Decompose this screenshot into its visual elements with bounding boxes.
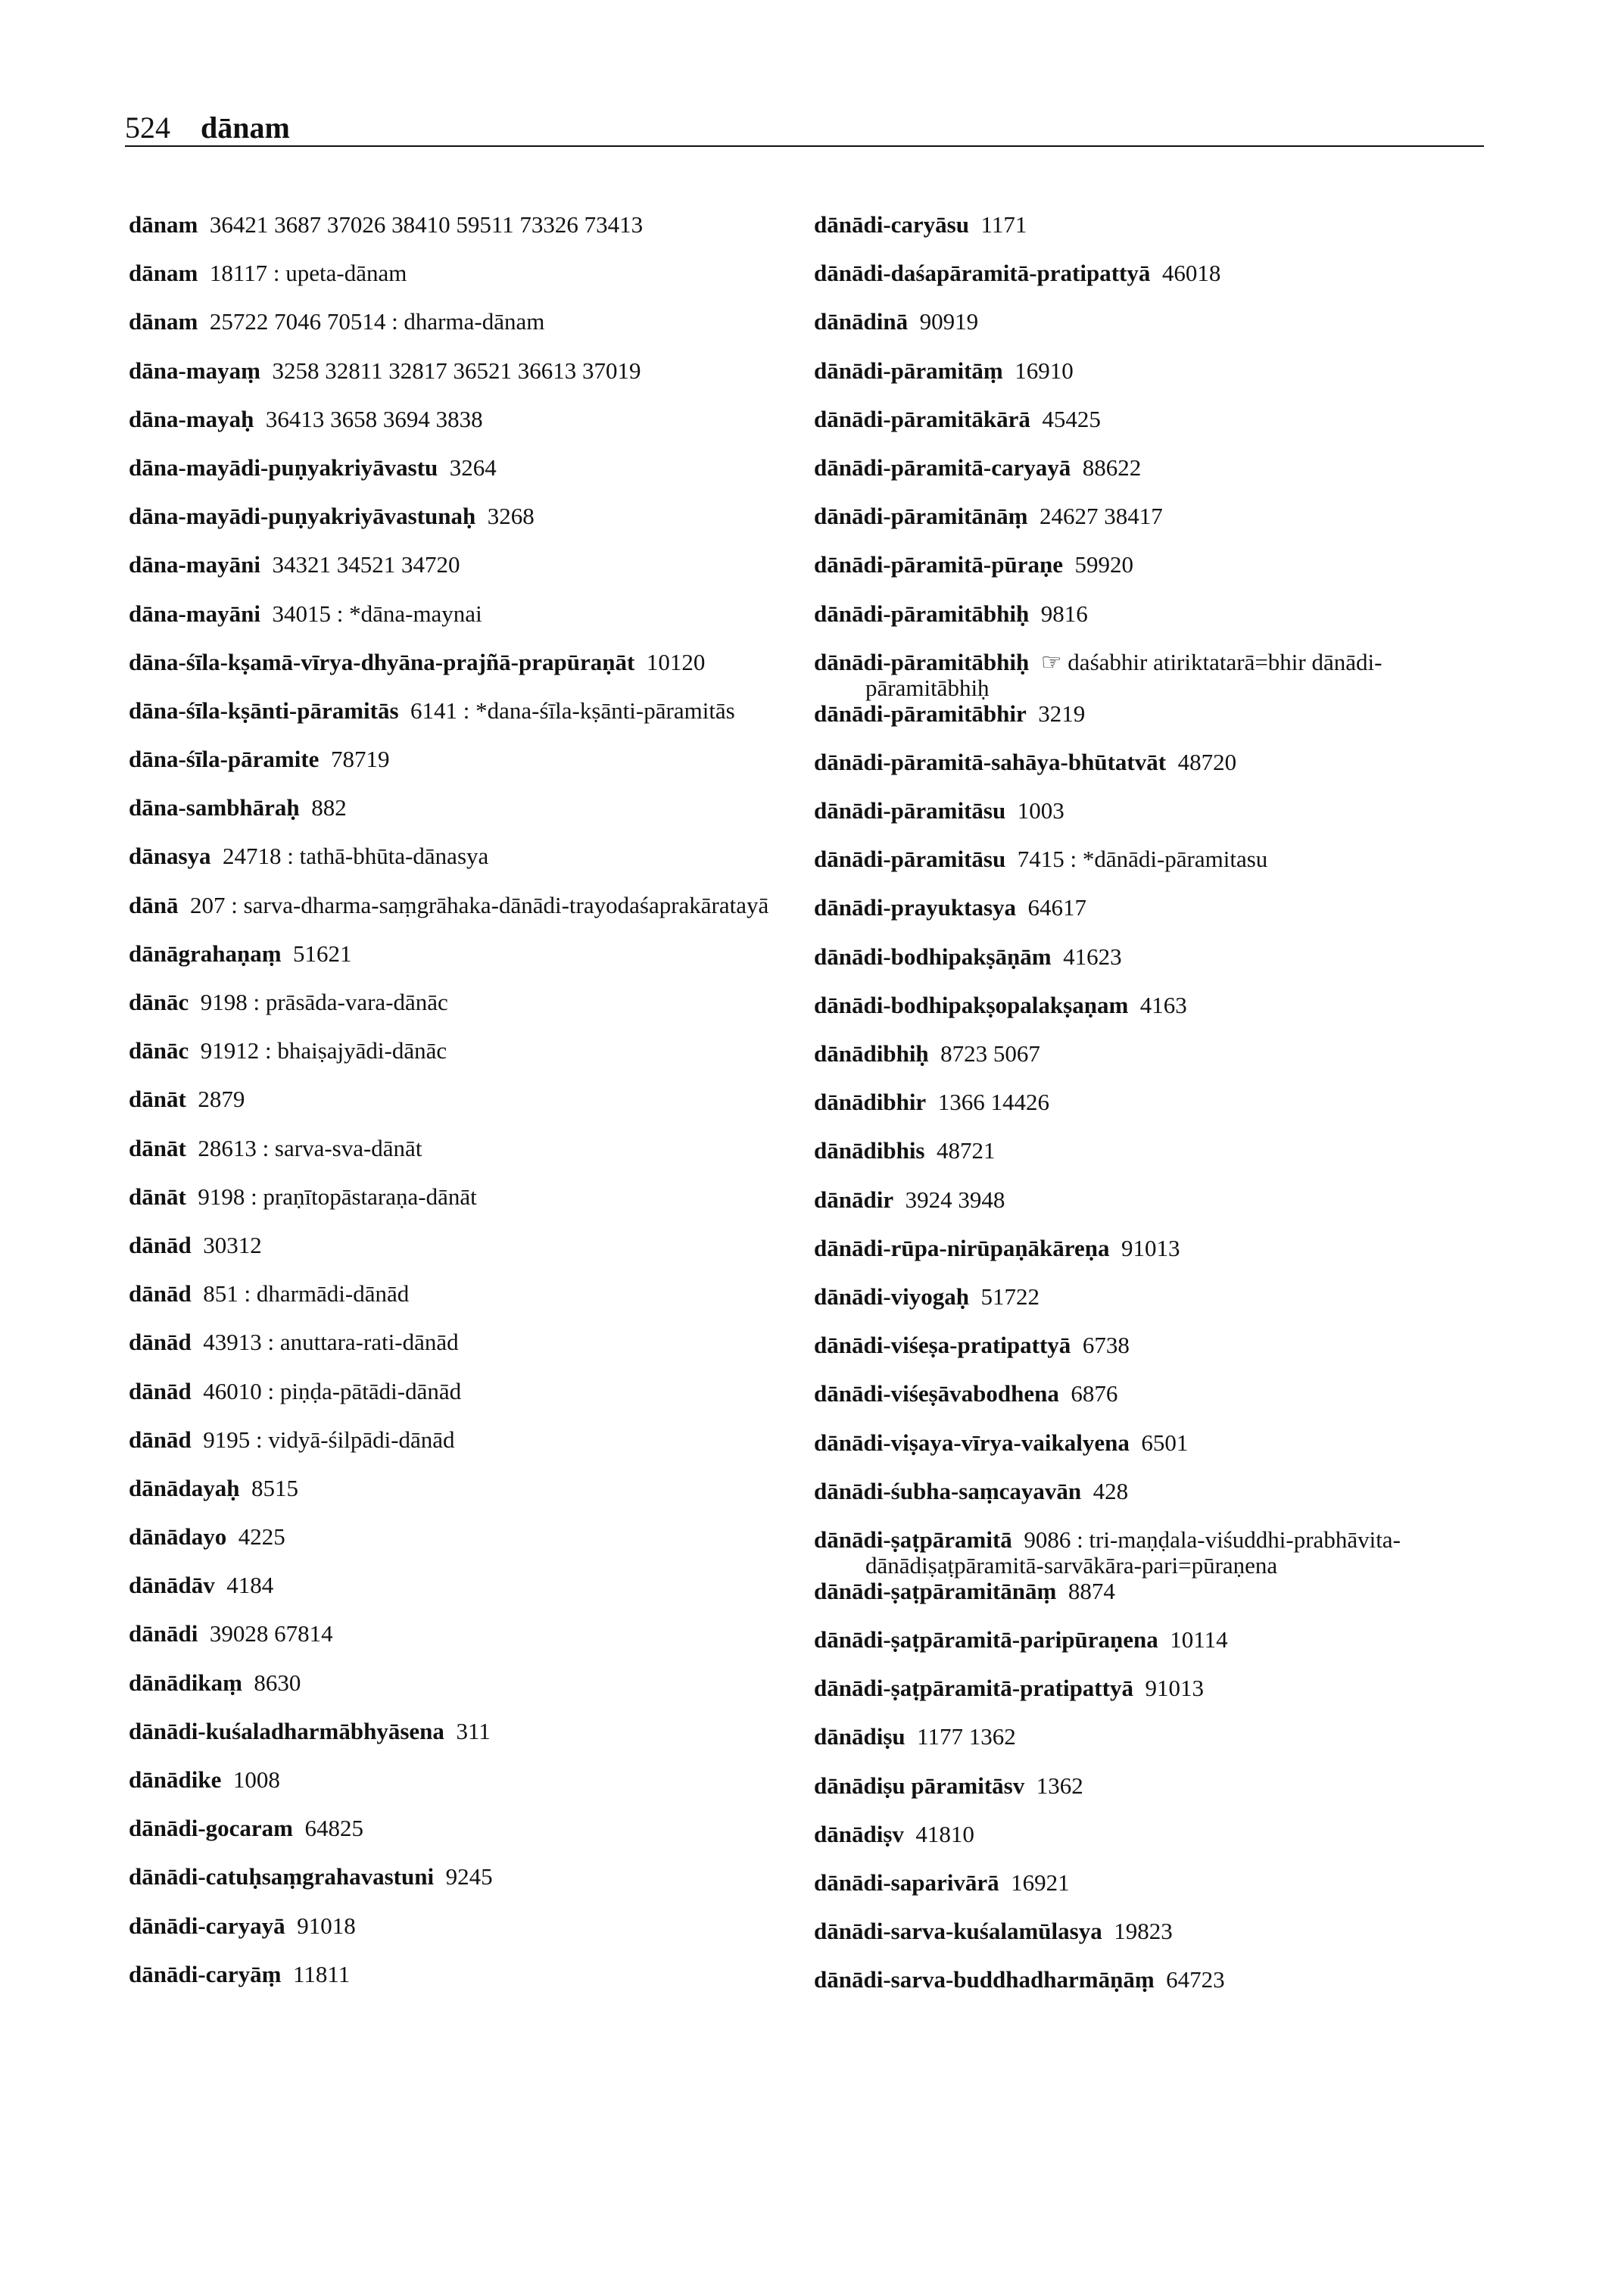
entry-headword: dānādiṣv (814, 1820, 904, 1847)
entry-reference: 28613 : sarva-sva-dānāt (198, 1134, 422, 1161)
index-entry (129, 1962, 810, 2010)
index-entry (129, 309, 810, 357)
entry-reference: 91013 (1145, 1675, 1204, 1702)
entry-headword: dānādir (814, 1186, 894, 1213)
entry-headword: dāna-mayādi-puṇyakriyāvastunaḥ (129, 503, 476, 530)
entry-headword: dānādayaḥ (129, 1474, 240, 1501)
index-entry (129, 1427, 810, 1476)
index-entry (129, 746, 810, 795)
entry-reference: 9198 : praṇītopāstaraṇa-dānāt (198, 1183, 477, 1210)
entry-reference: 10120 (646, 648, 706, 675)
index-entry (814, 895, 1495, 943)
entry-reference: 8874 (1068, 1577, 1115, 1604)
entry-reference: 1008 (232, 1766, 280, 1793)
entry-reference: 9198 : prāsāda-vara-dānāc (200, 989, 448, 1015)
index-entry (814, 358, 1495, 407)
entry-reference: 46018 (1161, 260, 1221, 287)
entry-reference: 30312 (203, 1231, 262, 1258)
entry-headword: dānam (129, 308, 198, 335)
index-entry (129, 260, 810, 309)
index-entry (814, 846, 1495, 895)
entry-headword: dānādi-pāramitāsu (814, 797, 1006, 824)
entry-reference: 91013 (1121, 1234, 1180, 1261)
entry-headword: dānādinā (814, 308, 909, 335)
entry-headword: dānādi-bodhipakṣāṇām (814, 943, 1052, 970)
entry-reference: 64723 (1166, 1966, 1225, 1993)
index-entry (129, 990, 810, 1038)
entry-headword: dānād (129, 1280, 192, 1308)
entry-headword: dānādi-ṣaṭpāramitānāṃ (814, 1577, 1057, 1604)
index-entry (814, 1138, 1495, 1186)
index-entry (129, 212, 810, 260)
index-entry (814, 1918, 1495, 1967)
entry-headword: dānādiṣu (814, 1723, 906, 1750)
entry-headword: dānāt (129, 1134, 186, 1161)
index-entry (129, 1329, 810, 1378)
entry-reference: 6876 (1071, 1380, 1118, 1407)
entry-reference: 46010 : piṇḍa-pātādi-dānād (203, 1377, 462, 1404)
index-entry (129, 455, 810, 503)
entry-headword: dānādi-viśeṣāvabodhena (814, 1380, 1059, 1407)
index-entry (814, 212, 1495, 260)
index-entry (814, 1579, 1495, 1627)
entry-reference: 88622 (1082, 454, 1142, 481)
entry-headword: dānādi-ṣaṭpāramitā-paripūraṇena (814, 1626, 1158, 1653)
index-entry (129, 1086, 810, 1135)
index-entry (814, 1724, 1495, 1772)
entry-reference: 39028 67814 (209, 1620, 333, 1647)
entry-reference: 36413 3658 3694 3838 (265, 405, 483, 432)
entry-headword: dānādi-sarva-kuśalamūlasya (814, 1918, 1102, 1945)
index-entry (129, 698, 810, 746)
entry-headword: dānādi-viṣaya-vīrya-vaikalyena (814, 1429, 1130, 1456)
right-column (814, 212, 1495, 2016)
index-entry (129, 552, 810, 600)
index-entry (129, 1524, 810, 1572)
entry-reference: 1366 14426 (937, 1089, 1049, 1116)
entry-headword: dānāc (129, 1037, 189, 1064)
entry-headword: dāna-mayaḥ (129, 405, 254, 432)
entry-reference: 45425 (1042, 405, 1101, 432)
entry-headword: dānam (129, 260, 198, 287)
index-entry (814, 1332, 1495, 1381)
entry-headword: dānādi-pāramitābhiḥ (814, 648, 1030, 675)
entry-reference: 43913 : anuttara-rati-dānād (203, 1329, 459, 1356)
entry-headword: dānādike (129, 1766, 222, 1793)
entry-headword: dānāc (129, 989, 189, 1015)
entry-headword: dāna-mayāni (129, 600, 260, 627)
entry-reference: 1171 (980, 211, 1027, 238)
entry-reference: 1003 (1017, 797, 1064, 824)
entry-reference: 78719 (330, 746, 390, 773)
entry-headword: dānādi-viyogaḥ (814, 1283, 970, 1310)
index-entry (129, 1719, 810, 1767)
entry-reference: 7415 : *dānādi-pāramitasu (1017, 846, 1268, 873)
entry-reference: 51621 (293, 940, 352, 967)
index-entry (814, 1089, 1495, 1138)
index-entry (814, 701, 1495, 750)
index-entry (814, 944, 1495, 993)
entry-reference: 3219 (1038, 700, 1086, 727)
entry-headword: dānādi-ṣaṭpāramitā-pratipattyā (814, 1675, 1133, 1702)
index-entry (814, 1284, 1495, 1332)
entry-reference: 9816 (1040, 600, 1088, 627)
entry-headword: dānādi-viśeṣa-pratipattyā (814, 1332, 1071, 1359)
entry-headword: dānāgrahaṇaṃ (129, 940, 282, 967)
entry-reference: 8723 5067 (940, 1040, 1040, 1067)
entry-headword: dānādibhir (814, 1089, 927, 1116)
entry-reference: 882 (311, 794, 347, 821)
entry-reference: 851 : dharmādi-dānād (203, 1280, 410, 1308)
entry-headword: dāna-mayāni (129, 551, 260, 578)
entry-headword: dānādi-daśapāramitā-pratipattyā (814, 260, 1151, 287)
index-entry (129, 1476, 810, 1524)
entry-headword: dānād (129, 1426, 192, 1453)
entry-reference: 1177 1362 (917, 1723, 1016, 1750)
entry-reference: 90919 (919, 308, 979, 335)
header-rule (125, 145, 1484, 147)
entry-reference: 34321 34521 34720 (272, 551, 460, 578)
entry-reference: 59920 (1074, 551, 1133, 578)
entry-reference: 8515 (251, 1474, 298, 1501)
index-entry (129, 1816, 810, 1864)
entry-reference: 16921 (1011, 1869, 1070, 1896)
index-entry (129, 1670, 810, 1719)
entry-reference: 24718 : tathā-bhūta-dānasya (223, 843, 489, 870)
index-entry (814, 552, 1495, 600)
entry-reference: 207 : sarva-dharma-saṃgrāhaka-dānādi-trayodaśaprakāratayā (189, 891, 769, 918)
index-entry (129, 650, 810, 698)
entry-reference: 34015 : *dāna-maynai (272, 600, 482, 627)
index-entry (129, 1281, 810, 1329)
entry-reference: 9195 : vidyā-śilpādi-dānād (203, 1426, 455, 1453)
entry-headword: dānādi-prayuktasya (814, 894, 1017, 921)
entry-reference: 6501 (1141, 1429, 1189, 1456)
entry-reference: 3268 (487, 503, 535, 530)
index-entry (129, 843, 810, 892)
entry-headword: dānādi-pāramitābhiḥ (814, 600, 1030, 627)
entry-reference: 10114 (1170, 1626, 1228, 1653)
entry-reference: 4184 (226, 1572, 274, 1599)
entry-reference: 48721 (937, 1137, 996, 1164)
entry-reference: 91912 : bhaiṣajyādi-dānāc (200, 1037, 447, 1064)
entry-headword: dānādi-bodhipakṣopalakṣaṇam (814, 991, 1129, 1018)
index-entry (129, 503, 810, 552)
index-entry (814, 1822, 1495, 1870)
index-entry (814, 601, 1495, 650)
entry-headword: dānādi-catuḥsaṃgrahavastuni (129, 1863, 435, 1890)
entry-headword: dānādi-pāramitā-pūraṇe (814, 551, 1063, 578)
entry-reference: 3258 32811 32817 36521 36613 37019 (272, 357, 641, 384)
index-entry (814, 993, 1495, 1041)
index-entry (814, 1967, 1495, 2015)
index-entry (814, 1870, 1495, 1918)
index-entry (129, 1572, 810, 1621)
entry-headword: dānā (129, 891, 179, 918)
index-entry (814, 1381, 1495, 1429)
entry-reference: 4163 (1139, 991, 1187, 1018)
index-entry (129, 1184, 810, 1233)
index-entry (129, 1038, 810, 1086)
entry-headword: dānādi-pāramitābhir (814, 700, 1027, 727)
index-entry (814, 260, 1495, 309)
index-entry (814, 503, 1495, 552)
entry-reference: 311 (456, 1717, 491, 1744)
index-entry (129, 601, 810, 650)
index-entry (129, 1767, 810, 1816)
entry-headword: dānādāv (129, 1572, 215, 1599)
index-entry (814, 1773, 1495, 1822)
entry-reference: 9245 (445, 1863, 493, 1890)
entry-headword: dānādi (129, 1620, 198, 1647)
running-head: dānam (201, 111, 290, 145)
entry-headword: dānādi-pāramitāsu (814, 846, 1006, 873)
index-entry (129, 1864, 810, 1912)
index-entry (814, 1527, 1495, 1579)
entry-reference: 51722 (980, 1283, 1040, 1310)
entry-reference: 25722 7046 70514 : dharma-dānam (209, 308, 545, 335)
entry-reference: 48720 (1177, 748, 1237, 775)
entry-headword: dānādi-pāramitā-sahāya-bhūtatvāt (814, 748, 1167, 775)
entry-headword: dānādibhiḥ (814, 1040, 929, 1067)
index-entry (814, 750, 1495, 798)
entry-headword: dānādi-pāramitānāṃ (814, 503, 1028, 530)
entry-headword: dāna-mayādi-puṇyakriyāvastu (129, 454, 438, 481)
index-entry (129, 1913, 810, 1962)
index-entry (814, 407, 1495, 455)
entry-reference: 3264 (449, 454, 497, 481)
entry-reference: 9086 : tri-maṇḍala-viśuddhi-prabhāvita-dānādiṣaṭpāramitā-sarvākāra-pari=pūraṇena (865, 1526, 1401, 1579)
entry-headword: dānādi-kuśaladharmābhyāsena (129, 1717, 444, 1744)
left-column (129, 212, 810, 2010)
index-entry (814, 1479, 1495, 1527)
entry-headword: dānādi-caryayā (129, 1912, 285, 1939)
entry-headword: dānād (129, 1329, 192, 1356)
entry-headword: dānāt (129, 1086, 186, 1113)
entry-headword: dānād (129, 1377, 192, 1404)
entry-reference: 6141 : *dana-śīla-kṣānti-pāramitās (410, 697, 735, 724)
entry-headword: dānādi-caryāsu (814, 211, 969, 238)
entry-reference: 428 (1093, 1477, 1129, 1504)
entry-reference: 36421 3687 37026 38410 59511 73326 73413 (209, 211, 644, 238)
entry-reference: 8630 (254, 1669, 301, 1696)
entry-headword: dānādi-sarva-buddhadharmāṇāṃ (814, 1966, 1155, 1993)
index-entry (129, 358, 810, 407)
page-number: 524 (125, 111, 170, 145)
index-entry (814, 1041, 1495, 1089)
entry-headword: dānādi-śubha-saṃcayavān (814, 1477, 1082, 1504)
entry-reference: 1362 (1036, 1772, 1083, 1799)
entry-headword: dāna-mayaṃ (129, 357, 260, 384)
index-entry (814, 309, 1495, 357)
entry-reference: 4225 (238, 1523, 285, 1551)
entry-reference: 11811 (293, 1960, 351, 1987)
index-entry (814, 1430, 1495, 1479)
entry-headword: dānādi-gocaram (129, 1815, 293, 1842)
entry-reference: 18117 : upeta-dānam (209, 260, 407, 287)
entry-headword: dāna-sambhāraḥ (129, 794, 300, 821)
entry-headword: dānāt (129, 1183, 186, 1210)
entry-reference: 64617 (1027, 894, 1087, 921)
entry-headword: dānādi-saparivārā (814, 1869, 999, 1896)
page-header (125, 97, 1488, 145)
index-entry (814, 1675, 1495, 1724)
index-entry (129, 1233, 810, 1281)
index-entry (129, 1621, 810, 1669)
entry-headword: dānam (129, 211, 198, 238)
entry-reference: 16910 (1015, 357, 1074, 384)
entry-reference: 41810 (915, 1820, 974, 1847)
index-entry (129, 795, 810, 843)
entry-headword: dāna-śīla-kṣānti-pāramitās (129, 697, 399, 724)
entry-headword: dāna-śīla-kṣamā-vīrya-dhyāna-prajñā-prapūraṇāt (129, 648, 635, 675)
entry-reference: ☞ daśabhir atiriktatarā=bhir dānādi-pāramitābhiḥ (865, 648, 1382, 701)
index-entry (814, 650, 1495, 701)
entry-headword: dānādiṣu pāramitāsv (814, 1772, 1025, 1799)
index-entry (129, 1379, 810, 1427)
entry-reference: 91018 (297, 1912, 356, 1939)
index-entry (814, 1236, 1495, 1284)
entry-headword: dānādi-pāramitā-caryayā (814, 454, 1071, 481)
entry-headword: dānādi-rūpa-nirūpaṇākāreṇa (814, 1234, 1110, 1261)
entry-reference: 3924 3948 (905, 1186, 1005, 1213)
index-entry (129, 941, 810, 990)
entry-headword: dānādikaṃ (129, 1669, 242, 1696)
entry-headword: dānādayo (129, 1523, 227, 1551)
entry-reference: 2879 (198, 1086, 245, 1113)
entry-headword: dānād (129, 1231, 192, 1258)
entry-headword: dānādi-pāramitākārā (814, 405, 1030, 432)
entry-headword: dānasya (129, 843, 211, 870)
entry-headword: dāna-śīla-pāramite (129, 746, 320, 773)
entry-reference: 64825 (304, 1815, 363, 1842)
index-entry (814, 455, 1495, 503)
entry-headword: dānādibhis (814, 1137, 925, 1164)
index-entry (129, 407, 810, 455)
index-entry (814, 1187, 1495, 1236)
index-entry (814, 798, 1495, 846)
index-entry (129, 893, 810, 941)
index-entry (814, 1627, 1495, 1675)
index-entry (129, 1136, 810, 1184)
entry-reference: 19823 (1114, 1918, 1173, 1945)
entry-reference: 24627 38417 (1039, 503, 1163, 530)
entry-headword: dānādi-caryāṃ (129, 1960, 282, 1987)
entry-reference: 6738 (1082, 1332, 1130, 1359)
entry-reference: 41623 (1063, 943, 1122, 970)
entry-headword: dānādi-ṣaṭpāramitā (814, 1526, 1012, 1553)
entry-headword: dānādi-pāramitāṃ (814, 357, 1003, 384)
